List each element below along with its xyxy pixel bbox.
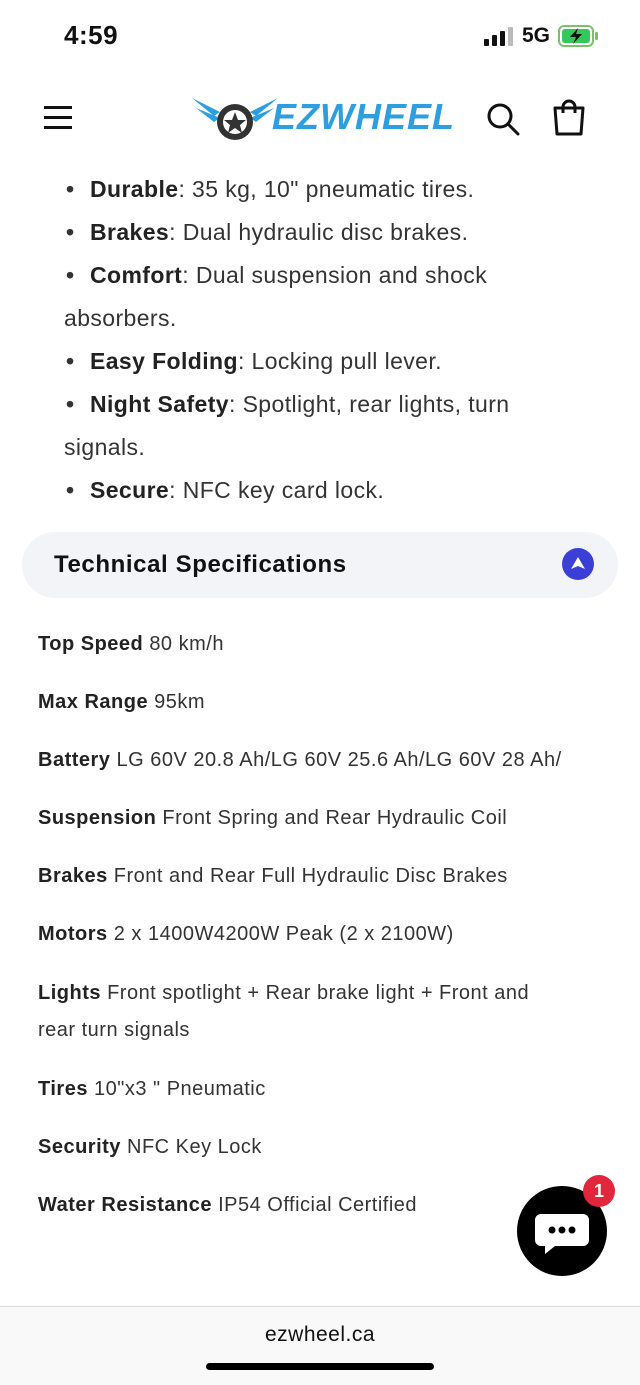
feature-item: • Comfort: Dual suspension and shock — [66, 262, 488, 288]
tech-specs-title: Technical Specifications — [54, 551, 347, 578]
spec-row-security: Security NFC Key Lock — [38, 1136, 262, 1158]
spec-row-max-range: Max Range 95km — [38, 691, 206, 713]
battery-charging-icon — [558, 25, 600, 47]
signal-icon — [484, 26, 514, 46]
browser-bottom-bar — [0, 1306, 640, 1385]
tech-specs-accordion[interactable] — [22, 532, 618, 598]
site-header — [0, 72, 640, 164]
network-label: 5G — [522, 24, 551, 47]
address-bar-url[interactable]: ezwheel.ca — [264, 1323, 376, 1346]
feature-item: • Brakes: Dual hydraulic disc brakes. — [66, 219, 469, 245]
brand-name: EZWHEEL — [272, 96, 455, 137]
spec-row-tires: Tires 10"x3 " Pneumatic — [38, 1078, 266, 1100]
home-indicator[interactable] — [206, 1363, 434, 1370]
feature-item: • Durable: 35 kg, 10" pneumatic tires. — [66, 176, 475, 202]
brand-logo[interactable] — [190, 90, 455, 150]
spec-row-water-resistance: Water Resistance IP54 Official Certified — [38, 1194, 418, 1216]
feature-item: • Easy Folding: Locking pull lever. — [66, 348, 442, 374]
menu-icon[interactable] — [40, 100, 76, 136]
status-bar — [0, 0, 640, 72]
spec-row-top-speed: Top Speed 80 km/h — [38, 633, 224, 655]
feature-item: • Secure: NFC key card lock. — [66, 477, 385, 503]
wheel-wings-icon — [190, 90, 280, 150]
chat-unread-badge: 1 — [583, 1175, 615, 1207]
collapse-toggle-button[interactable] — [562, 548, 594, 580]
cart-icon[interactable] — [550, 98, 588, 138]
chevron-up-icon — [562, 548, 594, 580]
feature-item-continued: absorbers. — [64, 305, 177, 331]
search-icon[interactable] — [484, 100, 522, 138]
spec-row-motors: Motors 2 x 1400W4200W Peak (2 x 2100W) — [38, 923, 454, 945]
feature-list — [66, 168, 586, 512]
spec-row-brakes: Brakes Front and Rear Full Hydraulic Disc Brakes — [38, 865, 508, 887]
status-time: 4:59 — [64, 20, 119, 50]
feature-item: • Night Safety: Spotlight, rear lights, turn — [66, 391, 510, 417]
spec-row-battery: Battery LG 60V 20.8 Ah/LG 60V 25.6 Ah/LG 60V 28 Ah/ — [38, 749, 562, 771]
spec-row-lights: Lights Front spotlight + Rear brake light + Front and rear turn signals — [38, 982, 530, 1041]
spec-row-suspension: Suspension Front Spring and Rear Hydraulic Coil — [38, 807, 508, 829]
feature-item-continued: signals. — [64, 434, 146, 460]
